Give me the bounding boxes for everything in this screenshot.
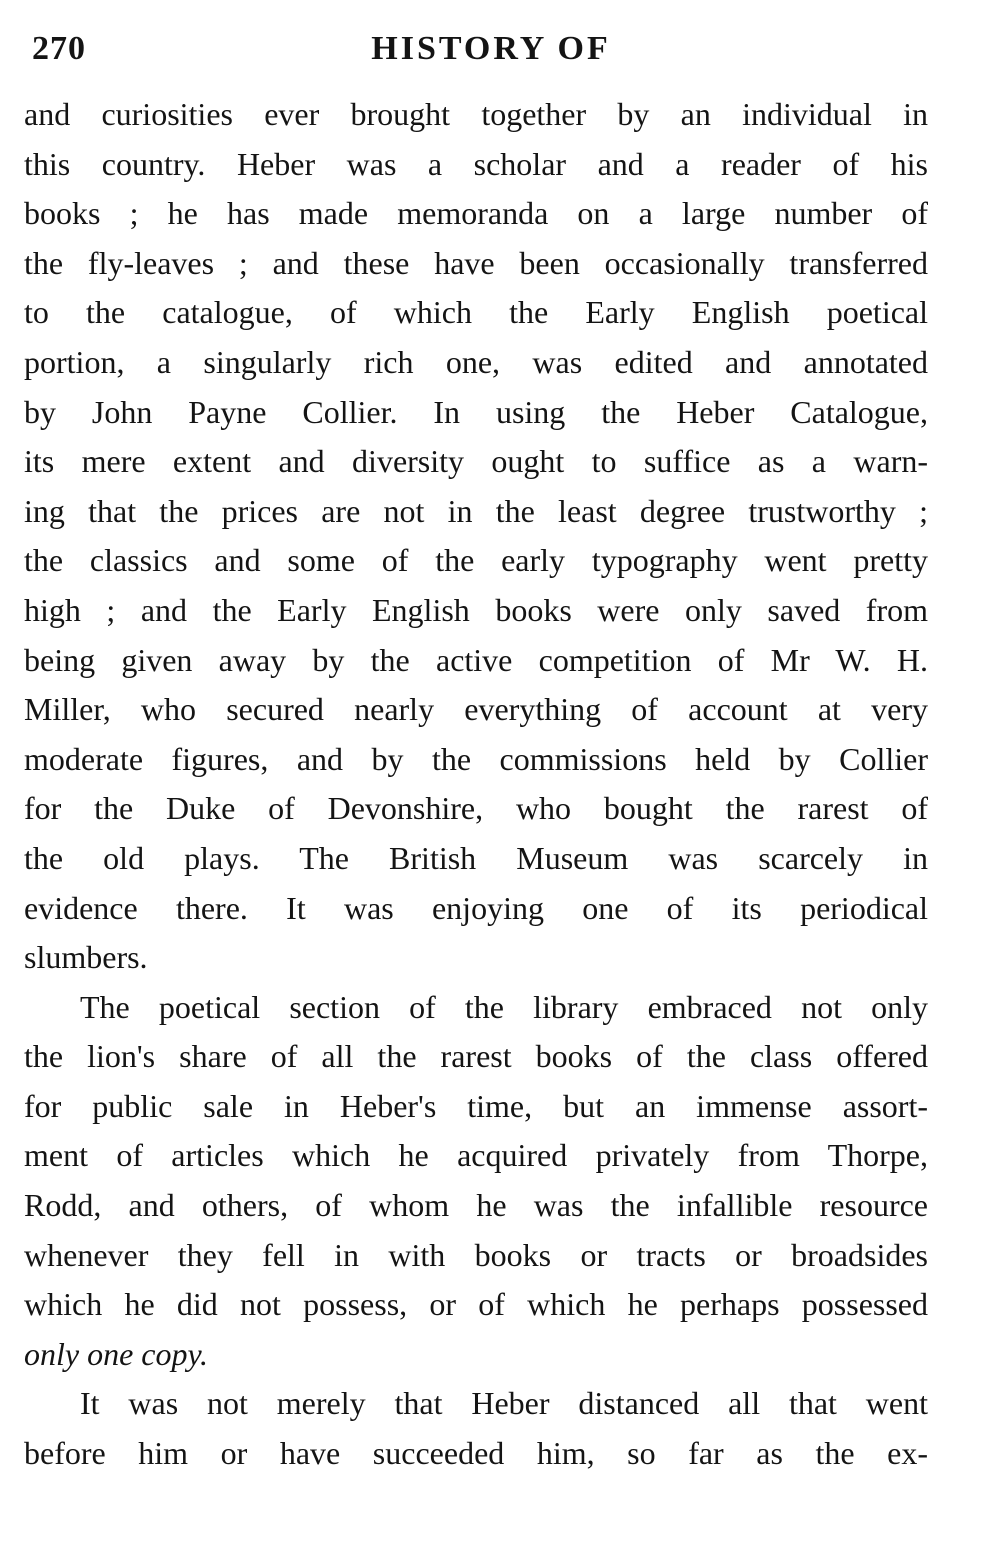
- text-line: ing that the prices are not in the least degree trustworthy ;: [24, 492, 928, 529]
- text-line: this country. Heber was a scholar and a reader of his: [24, 145, 928, 182]
- text-line: portion, a singularly rich one, was edited and annotated: [24, 343, 928, 380]
- text-line: being given away by the active competition of Mr W. H.: [24, 641, 928, 678]
- page-number: 270: [32, 30, 86, 67]
- paragraph-3: [24, 1379, 928, 1478]
- book-page: [24, 30, 928, 1479]
- running-head: [24, 30, 928, 82]
- text-line: by John Payne Collier. In using the Heber Catalogue,: [24, 393, 928, 430]
- text-line: before him or have succeeded him, so far as the ex-: [24, 1435, 928, 1472]
- running-title: HISTORY OF: [371, 30, 611, 67]
- text-line: books ; he has made memoranda on a large number of: [24, 195, 928, 232]
- text-line: Miller, who secured nearly everything of account at very: [24, 691, 928, 728]
- text-line: whenever they fell in with books or tracts or broadsides: [24, 1236, 928, 1273]
- text-line: the fly-leaves ; and these have been occasionally transferred: [24, 244, 928, 281]
- text-line: the classics and some of the early typography went pretty: [24, 542, 928, 579]
- text-line: The poetical section of the library embraced not only: [80, 988, 928, 1025]
- text-line: which he did not possess, or of which he perhaps possessed: [24, 1286, 928, 1323]
- text-line: for public sale in Heber's time, but an immense assort-: [24, 1087, 928, 1124]
- text-line: slumbers.: [24, 939, 148, 976]
- text-line: for the Duke of Devonshire, who bought the rarest of: [24, 790, 928, 827]
- text-line: the lion's share of all the rarest books of the class offered: [24, 1038, 928, 1075]
- text-line: its mere extent and diversity ought to suffice as a warn-: [24, 443, 928, 480]
- text-line: moderate figures, and by the commissions held by Collier: [24, 740, 928, 777]
- paragraph-1: [24, 90, 928, 983]
- paragraph-2: [24, 983, 928, 1380]
- text-line: evidence there. It was enjoying one of its periodical: [24, 889, 928, 926]
- text-line: ment of articles which he acquired privately from Thorpe,: [24, 1137, 928, 1174]
- text-line: Rodd, and others, of whom he was the infallible resource: [24, 1187, 928, 1224]
- text-line: high ; and the Early English books were only saved from: [24, 591, 928, 628]
- text-line: It was not merely that Heber distanced all that went: [80, 1385, 928, 1422]
- text-line: and curiosities ever brought together by an individual in: [24, 96, 928, 132]
- italic-text-line: only one copy.: [24, 1335, 208, 1372]
- text-line: to the catalogue, of which the Early English poetical: [24, 294, 928, 331]
- text-line: the old plays. The British Museum was scarcely in: [24, 839, 928, 876]
